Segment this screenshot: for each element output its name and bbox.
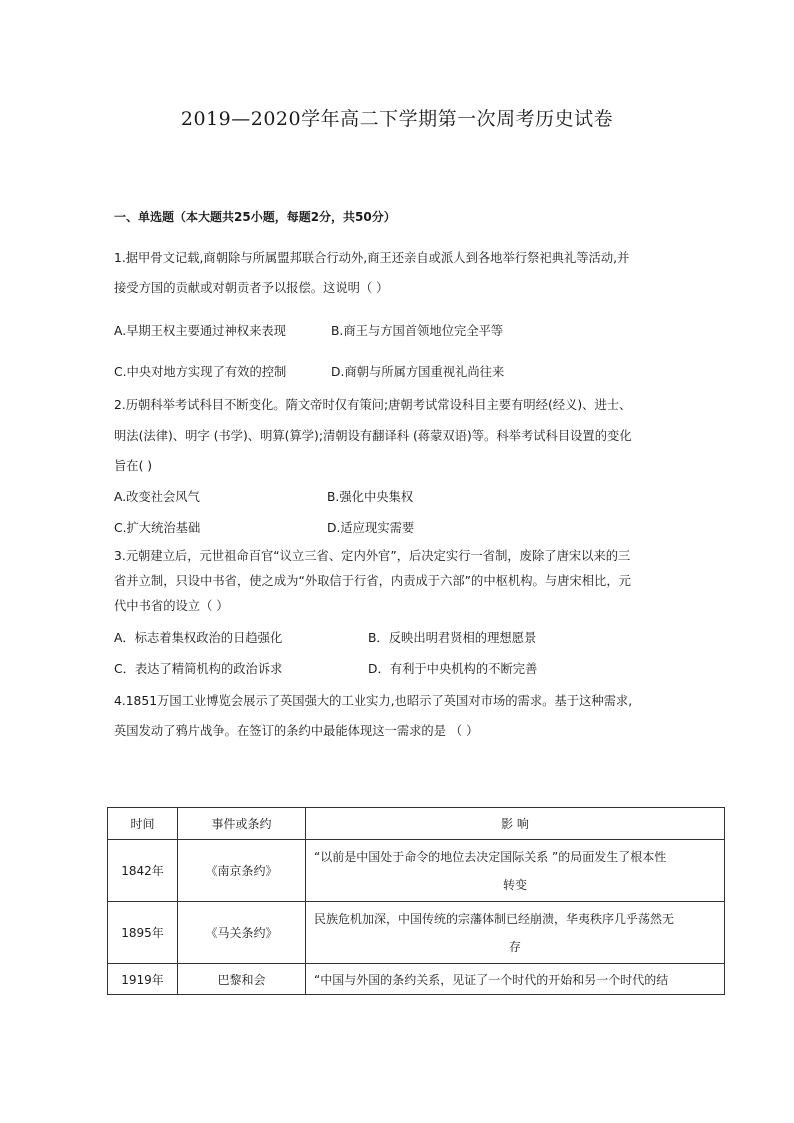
section-heading: 一、单选题（本大题共25小题，每题2分，共50分） — [114, 210, 396, 224]
q2-option-c: C.扩大统治基础 — [114, 521, 201, 535]
q3-option-d: D．有利于中央机构的不断完善 — [368, 662, 538, 676]
impact-line1: 民族危机加深，中国传统的宗藩体制已经崩溃，华夷秩序几乎荡然无 — [314, 911, 675, 926]
q2-stem-line2: 明法(法律)、明字 (书学)、明算(算学);清朝设有翻译科 (蒋蒙双语)等。科举考试科目设置的变化 — [114, 429, 632, 443]
q3-option-a: A．标志着集权政治的日趋强化 — [114, 631, 283, 645]
q2-option-b: B.强化中央集权 — [327, 490, 414, 504]
table-header-row — [108, 808, 725, 840]
impact-line1: “以前是中国处于命令的地位去决定国际关系 ”的局面发生了根本性 — [314, 849, 667, 864]
table-row — [108, 902, 725, 964]
q3-option-c: C．表达了精简机构的政治诉求 — [114, 662, 283, 676]
q3-stem-line3: 代中书省的设立（ ） — [114, 599, 229, 613]
header-event: 事件或条约 — [178, 808, 306, 840]
q2-stem-line1: 2.历朝科举考试科目不断变化。隋文帝时仅有策问;唐朝考试常设科目主要有明经(经义)、进士、 — [114, 398, 632, 412]
row-event: 《马关条约》 — [178, 902, 306, 964]
row-event: 《南京条约》 — [178, 840, 306, 902]
q2-option-d: D.适应现实需要 — [327, 521, 415, 535]
row-year: 1842年 — [108, 840, 178, 902]
impact-line2: 存 — [508, 939, 521, 954]
table-row — [108, 840, 725, 902]
q2-stem-line3: 旨在( ) — [114, 459, 153, 473]
row-year: 1895年 — [108, 902, 178, 964]
q1-option-c: C.中央对地方实现了有效的控制 — [114, 365, 287, 379]
table-row — [108, 964, 725, 995]
row-event: 巴黎和会 — [178, 964, 306, 995]
q1-option-d: D.商朝与所属方国重视礼尚往来 — [331, 365, 505, 379]
q2-option-a: A.改变社会风气 — [114, 490, 200, 504]
q3-option-b: B．反映出明君贤相的理想愿景 — [368, 631, 537, 645]
q1-option-a: A.早期王权主要通过神权来表现 — [114, 324, 286, 338]
row-impact — [306, 902, 725, 964]
q1-stem-line2: 接受方国的贡献或对朝贡者予以报偿。这说明（ ） — [114, 281, 389, 295]
q3-stem-line2: 省并立制，只设中书省，使之成为“外取信于行省，内责成于六部”的中枢机构。与唐宋相比，元 — [114, 574, 631, 588]
row-impact — [306, 840, 725, 902]
impact-line2: 转变 — [502, 877, 527, 892]
header-time: 时间 — [108, 808, 178, 840]
header-impact: 影 响 — [306, 808, 725, 840]
q4-stem-line1: 4.1851万国工业博览会展示了英国强大的工业实力,也昭示了英国对市场的需求。基于这种需求, — [114, 694, 633, 708]
row-year: 1919年 — [108, 964, 178, 995]
events-table — [107, 807, 725, 995]
q4-stem-line2: 英国发动了鸦片战争。在签订的条约中最能体现这一需求的是 （ ） — [114, 724, 479, 738]
exam-title: 2019—2020学年高二下学期第一次周考历史试卷 — [180, 108, 614, 130]
impact-line1: “中国与外国的条约关系，见证了一个时代的开始和另一个时代的结 — [314, 972, 669, 987]
q3-stem-line1: 3.元朝建立后，元世祖命百官“议立三省、定内外官”，后决定实行一省制，废除了唐宋以来的三 — [114, 549, 631, 563]
q1-option-b: B.商王与方国首领地位完全平等 — [331, 324, 504, 338]
row-impact — [306, 964, 725, 995]
q1-stem-line1: 1.据甲骨文记载,商朝除与所属盟邦联合行动外,商王还亲自或派人到各地举行祭祀典礼等活动,并 — [114, 251, 630, 265]
